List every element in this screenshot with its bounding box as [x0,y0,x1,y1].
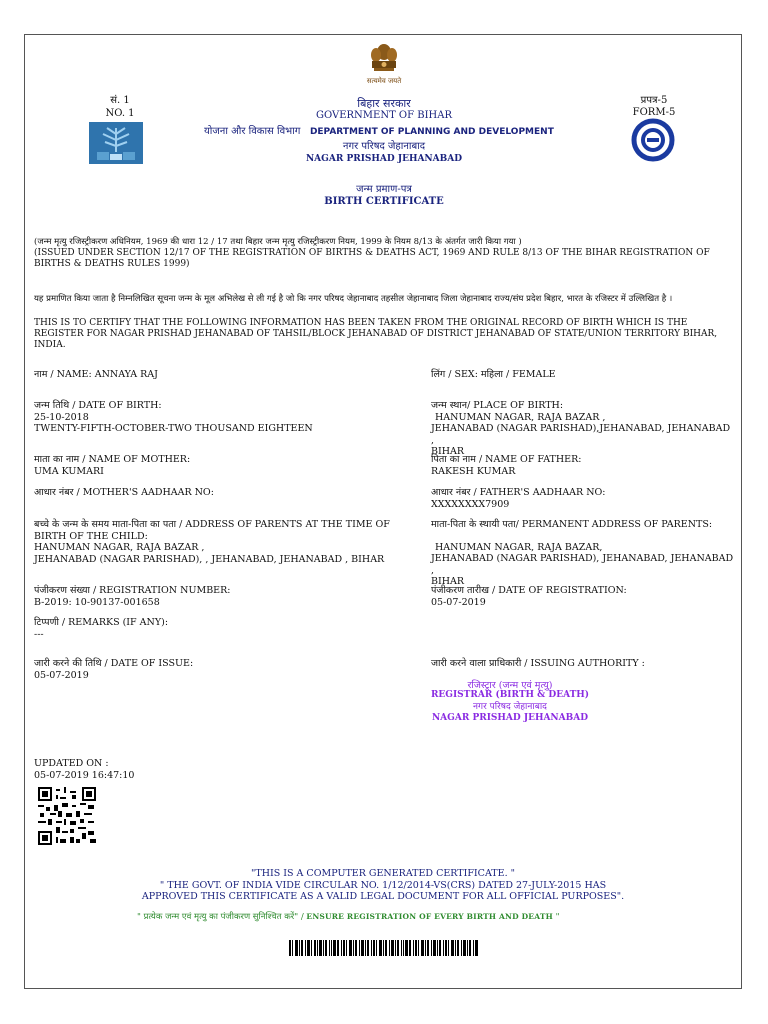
issued-under-hi: (जन्म मृत्यु रजिस्ट्रीकरण अधिनियम, 1969 की धारा 12 / 17 तथा बिहार जन्म मृत्यु रजिस्ट्रीकरण नियम, 1999 के नियम 8/13 के अंतर्गत जारी किया गया ) [34,237,522,247]
updated-on: UPDATED ON : 05-07-2019 16:47:10 [34,758,334,781]
registration-date-value: 05-07-2019 [431,596,486,608]
registration-date-field: पंजीकरण तारीख / DATE OF REGISTRATION: 05-07-2019 [431,585,736,608]
registration-number-value: B-2019: 10-90137-001658 [34,596,160,608]
certificate-border [24,34,742,989]
footer-note-3: APPROVED THIS CERTIFICATE AS A VALID LEGAL DOCUMENT FOR ALL OFFICIAL PURPOSES". [141,891,625,902]
remarks-field: टिप्पणी / REMARKS (IF ANY): --- [34,617,404,640]
father-aadhaar-value: XXXXXXXX7909 [431,498,510,510]
slogan-end: " [555,912,560,922]
mother-value: UMA KUMARI [34,465,104,477]
issuing-authority-field: जारी करने वाला प्राधिकारी / ISSUING AUTHORITY : [431,658,645,669]
date-of-issue-value: 05-07-2019 [34,669,89,681]
name-field: नाम / NAME: ANNAYA RAJ [34,369,158,380]
serial-en: NO. 1 [105,108,135,119]
address-at-birth-field: बच्चे के जन्म के समय माता-पिता का पता / ADDRESS OF PARENTS AT THE TIME OF BIRTH OF THE CHILD: HANUMAN NAGAR, RAJA BAZAR , JEHANABAD (NAGAR PARISHAD), , JEHANABAD, JEHANABAD , BIHAR [34,519,390,565]
father-aadhaar-field: आधार नंबर / FATHER'S AADHAAR NO: XXXXXXXX7909 [431,487,736,510]
footer-note-2: " THE GOVT. OF INDIA VIDE CIRCULAR NO. 1/12/2014-VS(CRS) DATED 27-JULY-2015 HAS [159,880,607,891]
certify-en: THIS IS TO CERTIFY THAT THE FOLLOWING INFORMATION HAS BEEN TAKEN FROM THE ORIGINAL RECORD OF BIRTH WHICH IS THE REGISTER FOR NAGAR PRISHAD JEHANABAD OF TAHSIL/BLOCK JEHANABAD OF DISTRICT JEHANABAD OF STATE/UNION TERRITORY BIHAR, INDIA. [34,318,718,350]
mother-aadhaar-field: आधार नंबर / MOTHER'S AADHAAR NO: [34,487,214,498]
registrar-en: REGISTRAR (BIRTH & DEATH) [430,690,590,700]
office-hi: नगर परिषद जेहानाबाद [342,141,426,152]
crs-logo [627,118,679,162]
govt-title-hi: बिहार सरकार [357,97,411,110]
permanent-address-field: माता-पिता के स्थायी पता/ PERMANENT ADDRESS OF PARENTS: HANUMAN NAGAR, RAJA BAZAR, JEHANABAD (NAGAR PARISHAD), JEHANABAD, JEHANABAD , BIHAR [431,519,734,587]
dob-words: TWENTY-FIFTH-OCTOBER-TWO THOUSAND EIGHTEEN [34,423,313,434]
title-hi: जन्म प्रमाण-पत्र [356,184,412,195]
registrar-hi: रजिस्ट्रार (जन्म एवं मृत्यु) [467,680,553,691]
govt-title-en: GOVERNMENT OF BIHAR [315,110,453,121]
dob-value: 25-10-2018 [34,411,89,423]
issued-under-en: (ISSUED UNDER SECTION 12/17 OF THE REGISTRATION OF BIRTHS & DEATHS ACT, 1969 AND RULE 8/13 OF THE BIHAR REGISTRATION OF BIRTHS & DEATHS RULES 1999) [34,248,710,269]
form-hi: प्रपत्र-5 [640,95,668,106]
pob-field: जन्म स्थान/ PLACE OF BIRTH: HANUMAN NAGAR, RAJA BAZAR , JEHANABAD (NAGAR PARISHAD),JEHANABAD, JEHANABAD , BIHAR [431,400,731,457]
father-field: पिता का नाम / NAME OF FATHER: RAKESH KUMAR [431,454,736,477]
remarks-value: --- [34,628,44,640]
form-en: FORM-5 [632,107,676,118]
qr-code [38,787,96,845]
certify-hi: यह प्रमाणित किया जाता है निम्नलिखित सूचना जन्म के मूल अभिलेख से ली गई है जो कि नगर परिषद जेहानाबाद तहसील जेहानाबाद जिला जेहानाबाद राज्य/संघ प्रदेश बिहार, भारत के रजिस्टर में उल्लिखित है । [34,294,673,304]
dept-hi: योजना और विकास विभाग [204,126,301,137]
father-value: RAKESH KUMAR [431,465,516,477]
sex-field: लिंग / SEX: महिला / FEMALE [431,369,556,380]
dob-field: जन्म तिथि / DATE OF BIRTH: 25-10-2018 TWENTY-FIFTH-OCTOBER-TWO THOUSAND EIGHTEEN [34,400,404,435]
date-of-issue-field: जारी करने की तिथि / DATE OF ISSUE: 05-07-2019 [34,658,404,681]
dept-en: DEPARTMENT OF PLANNING AND DEVELOPMENT [309,127,554,137]
serial-hi: सं. 1 [110,95,130,106]
mother-field: माता का नाम / NAME OF MOTHER: UMA KUMARI [34,454,404,477]
updated-on-value: 05-07-2019 16:47:10 [34,769,135,781]
page-title: BIRTH CERTIFICATE [324,196,444,207]
department-logo [89,122,143,164]
footer-note-1: "THIS IS A COMPUTER GENERATED CERTIFICATE. " [251,868,515,879]
registrar-office-hi: नगर परिषद जेहानाबाद [473,702,547,712]
registrar-office-en: NAGAR PRISHAD JEHANABAD [431,713,589,723]
registration-slogan [137,911,657,923]
registration-number-field: पंजीकरण संख्या / REGISTRATION NUMBER: B-2019: 10-90137-001658 [34,585,404,608]
slogan-hi: " प्रत्येक जन्म एवं मृत्यु का पंजीकरण सुनिश्चित करें" / [137,912,304,922]
slogan-en: ENSURE REGISTRATION OF EVERY BIRTH AND DEATH [306,912,553,921]
barcode [289,940,479,956]
department-line [204,125,564,139]
emblem-motto: सत्यमेव जयते [366,77,402,85]
office-en: NAGAR PRISHAD JEHANABAD [305,154,463,164]
